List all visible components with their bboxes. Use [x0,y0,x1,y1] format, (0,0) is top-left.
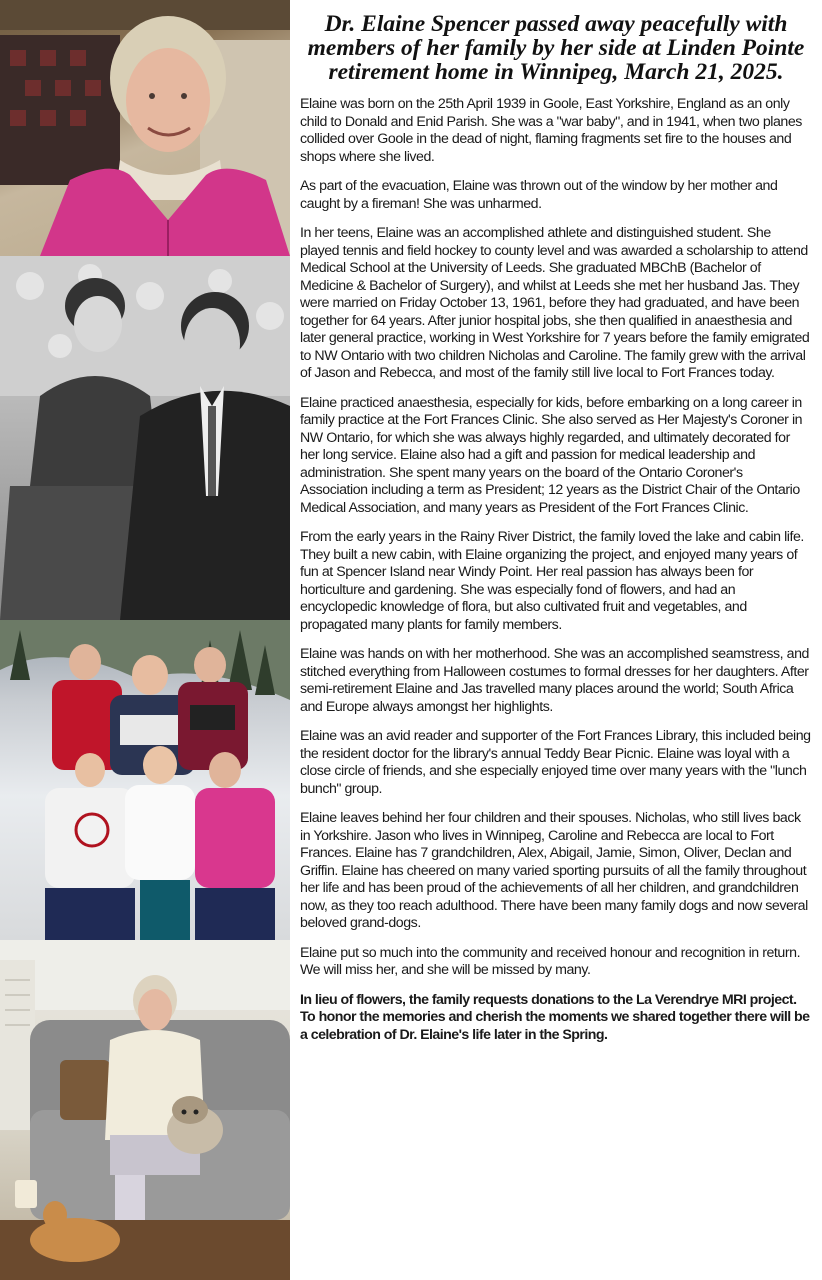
headline: Dr. Elaine Spencer passed away peacefully with members of her family by her side at Linden Pointe retirement home in Winnipeg, March 21, 2025. [307,11,805,85]
paragraph-survivors: Elaine leaves behind her four children and their spouses. Nicholas, who still lives back in Yorkshire. Jason who lives in Winnipeg, Caroline and Rebecca are local to Fort Frances. Elaine has 7 grandchildren, Alex, Abigail, Jamie, Simon, Oliver, Declan and Griffin. Elaine has cheered on many varied sporting pursuits of all the family throughout her life and has been proud of the achievements of all her children, and grandchildren now, as they too reach adulthood. There have been many family dogs and now several beloved grand-dogs. [300,810,808,931]
paragraph-motherhood-travel: Elaine was hands on with her motherhood. She was an accomplished seamstress, and stitched everything from Halloween costumes to formal dresses for her daughters. After semi-retirement Elaine and Jas travelled many places around the world; South Africa and Europe always amongst her highlights. [300,646,809,715]
closing-donations-notice: In lieu of flowers, the family requests donations to the La Verendrye MRI project. To honor the memories and cherish the moments we shared together there will be a celebration of Dr. Elaine's life later in the Spring. [300,991,810,1043]
paragraph-library-friends: Elaine was an avid reader and supporter of the Fort Frances Library, this included being the resident doctor for the library's annual Teddy Bear Picnic. Elaine was loyal with a close circle of friends, and she especially enjoyed time over many years with the "lunch bunch" group. [300,728,811,797]
obituary-text [300,12,812,1056]
paragraph-evacuation: As part of the evacuation, Elaine was thrown out of the window by her mother and caught by a fireman! She was unharmed. [300,178,778,212]
paragraph-community: Elaine put so much into the community and received honour and recognition in return. We will miss her, and she will be missed by many. [300,944,801,978]
vintage-couple-photo [0,256,290,620]
portrait-photo [0,0,290,256]
sofa-dog-photo [0,940,290,1280]
paragraph-cabin-gardening: From the early years in the Rainy River District, the family loved the lake and cabin life. They built a new cabin, with Elaine organizing the project, and enjoyed many years of fun at Spencer Island near Windy Point. Her real passion has always been for horticulture and gardening. She was especially fond of flowers, and had an encyclopedic knowledge of flora, but also cultivated fruit and vegetables, and propagated many plants for family members. [300,529,804,633]
paragraph-birth: Elaine was born on the 25th April 1939 in Goole, East Yorkshire, England as an only child to Donald and Enid Parish. She was a "war baby", and in 1941, when two planes collided over Goole in the dead of night, flaming fragments set fire to the houses and shops where she lived. [300,96,802,165]
photo-column [0,0,290,1280]
paragraph-medical-practice: Elaine practiced anaesthesia, especially for kids, before embarking on a long career in family practice at the Fort Frances Clinic. She also served as Her Majesty's Coroner in NW Ontario, for which she was always highly regarded, and ultimately decorated for her long service. Elaine also had a gift and passion for medical leadership and administration. She spent many years on the board of the Ontario Coroner's Association including a term as President; 12 years as the District Chair of the Ontario Medical Association, and many years as President of the Fort Frances Clinic. [300,394,803,516]
paragraph-education-career: In her teens, Elaine was an accomplished athlete and distinguished student. She played tennis and field hockey to county level and was awarded a scholarship to attend Medical School at the University of Leeds. She graduated MBChB (Bachelor of Medicine & Bachelor of Surgery), and whilst at Leeds she met her husband Jas. They were married on Friday October 13, 1961, before they had graduated, and have been together for 64 years. After junior hospital jobs, she then qualified in anaesthesia and later general practice, working in West Yorkshire for 7 years before the family emigrated to NW Ontario with two children Nicholas and Caroline. The family grew with the arrival of Jason and Rebecca, and most of the family still live local to Fort Frances today. [300,225,810,381]
family-ski-photo [0,620,290,940]
